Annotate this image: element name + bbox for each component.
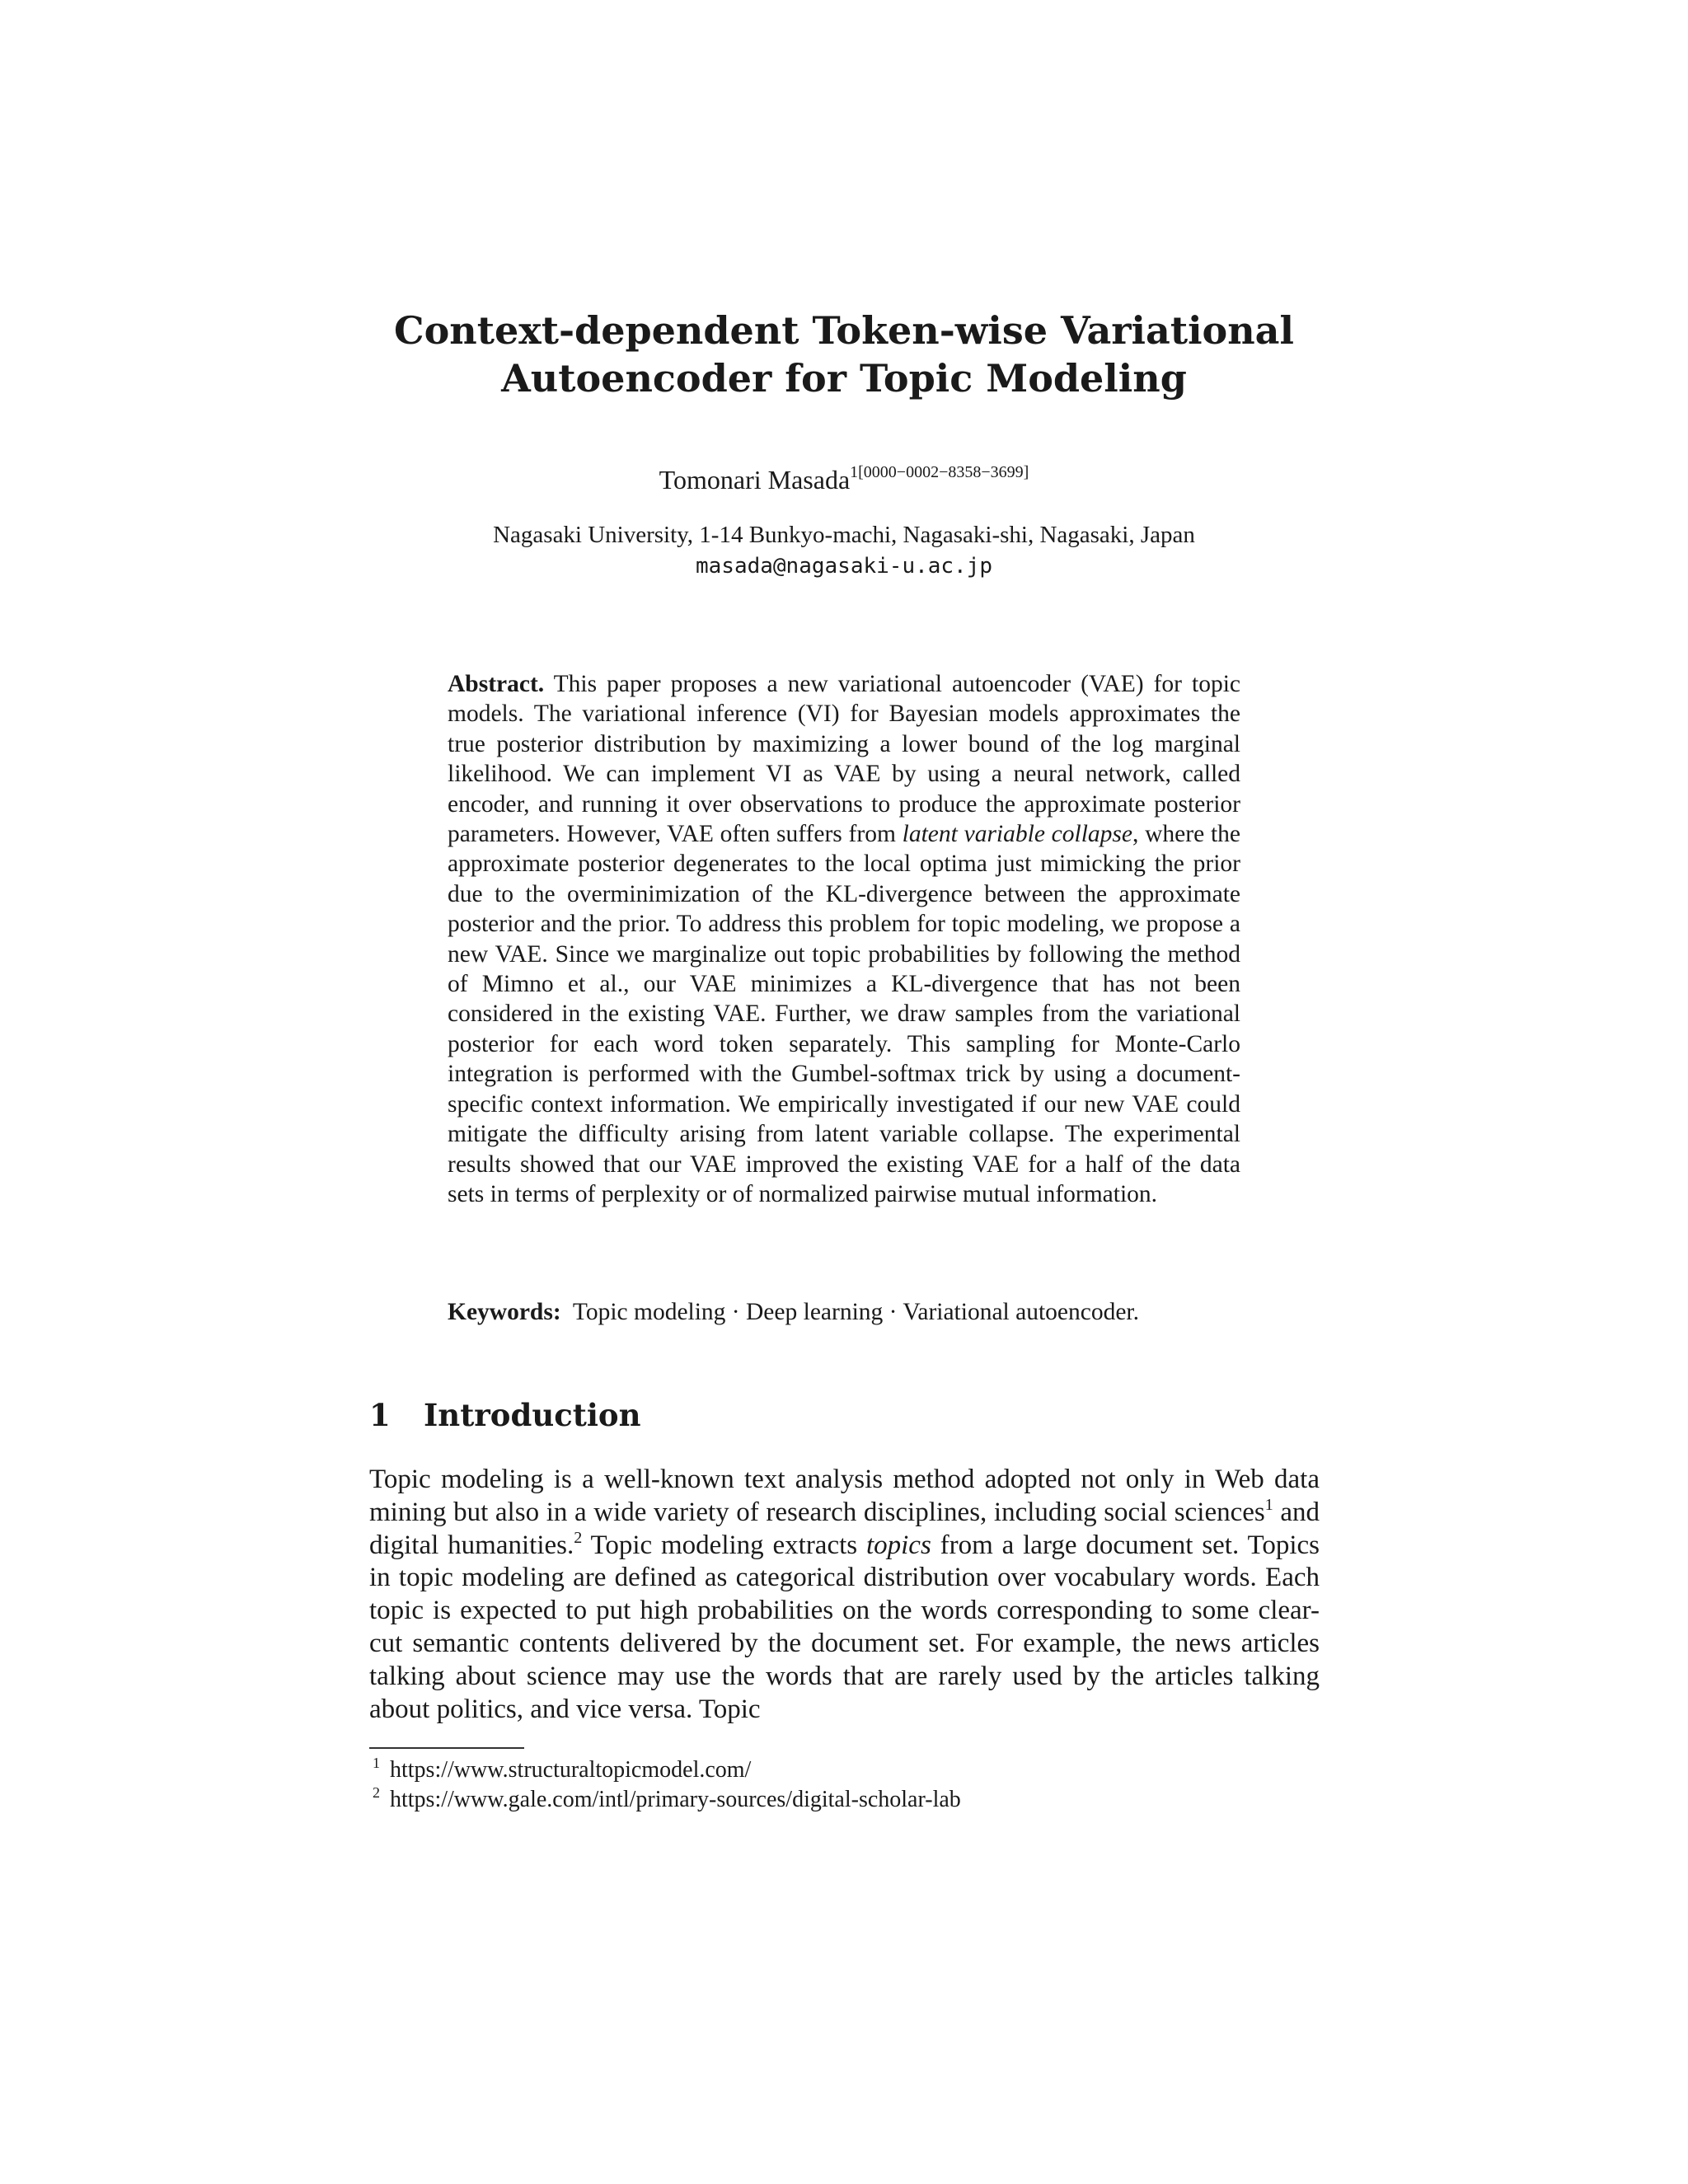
author-superscript	[850, 463, 1029, 481]
footnote-item	[373, 1785, 961, 1815]
footnote-mark: 1	[373, 1755, 380, 1771]
abstract-emphasis: latent variable collapse	[902, 821, 1132, 848]
affiliation-mark: 1	[850, 463, 859, 481]
footnote-divider	[369, 1747, 524, 1749]
title-line-2: Autoencoder for Topic Modeling	[501, 356, 1187, 401]
paper-title	[280, 307, 1408, 402]
section-title: Introduction	[424, 1397, 641, 1433]
intro-emphasis: topics	[865, 1530, 931, 1560]
abstract-text-1: This paper proposes a new variational autoencoder (VAE) for topic models. The variational inference (VI) for Bayesian models approximates the true posterior distribution by maximizing a lower bound of the log marginal likelihood. We can implement VI as VAE by using a neural network, called encoder, and running it over observations to produce the approximate posterior parameters. However, VAE often suffers from	[448, 671, 1240, 848]
keywords-label: Keywords:	[448, 1299, 561, 1325]
intro-text-c: Topic modeling extracts	[582, 1530, 866, 1560]
abstract-label: Abstract.	[448, 671, 545, 697]
footnote-item	[373, 1755, 961, 1785]
keywords-text: Topic modeling · Deep learning · Variational autoencoder.	[572, 1299, 1140, 1325]
footnote-link[interactable]: https://www.gale.com/intl/primary-sources/digital-scholar-lab	[390, 1787, 961, 1812]
keywords	[448, 1297, 1240, 1327]
section-heading	[369, 1396, 641, 1434]
footnote-ref-2[interactable]: 2	[574, 1528, 583, 1547]
abstract	[448, 669, 1240, 1209]
footnotes	[373, 1755, 961, 1815]
intro-text-b: and digital humanities.	[369, 1497, 1320, 1560]
affiliation-text: Nagasaki University, 1-14 Bunkyo-machi, Nagasaki-shi, Nagasaki, Japan	[493, 522, 1195, 548]
orcid-id: [0000−0002−8358−3699]	[858, 463, 1029, 481]
footnote-mark: 2	[373, 1784, 380, 1801]
footnote-link[interactable]: https://www.structuraltopicmodel.com/	[390, 1757, 752, 1783]
author-line	[280, 463, 1408, 496]
intro-text-d: from a large document set. Topics in topic modeling are defined as categorical distribution over vocabulary words. Each topic is expected to put high probabilities on the words corresponding to some clear-cut semantic contents delivered by the document set. For example, the news articles talking about science may use the words that are rarely used by the articles talking about politics, and vice versa. Topic	[369, 1530, 1320, 1724]
section-number: 1	[369, 1397, 391, 1433]
author-email[interactable]: masada@nagasaki-u.ac.jp	[695, 554, 993, 579]
title-line-1: Context-dependent Token-wise Variational	[394, 308, 1294, 353]
author-name: Tomonari Masada	[659, 465, 851, 494]
affiliation-block	[280, 519, 1408, 582]
intro-text-a: Topic modeling is a well-known text analysis method adopted not only in Web data mining but also in a wide variety of research disciplines, including social sciences	[369, 1465, 1320, 1527]
intro-paragraph	[369, 1464, 1320, 1726]
footnote-ref-1[interactable]: 1	[1264, 1495, 1273, 1514]
abstract-text-2: , where the approximate posterior degenerates to the local optima just mimicking the prior due to the overminimization of the KL-divergence between the approximate posterior and the prior. To address this problem for topic modeling, we propose a new VAE. Since we marginalize out topic probabilities by following the method of Mimno et al., our VAE minimizes a KL-divergence that has not been considered in the existing VAE. Further, we draw samples from the variational posterior for each word token separately. This sampling for Monte-Carlo integration is performed with the Gumbel-softmax trick by using a document-specific context information. We empirically investigated if our new VAE could mitigate the difficulty arising from latent variable collapse. The experimental results showed that our VAE improved the existing VAE for a half of the data sets in terms of perplexity or of normalized pairwise mutual information.	[448, 821, 1240, 1207]
